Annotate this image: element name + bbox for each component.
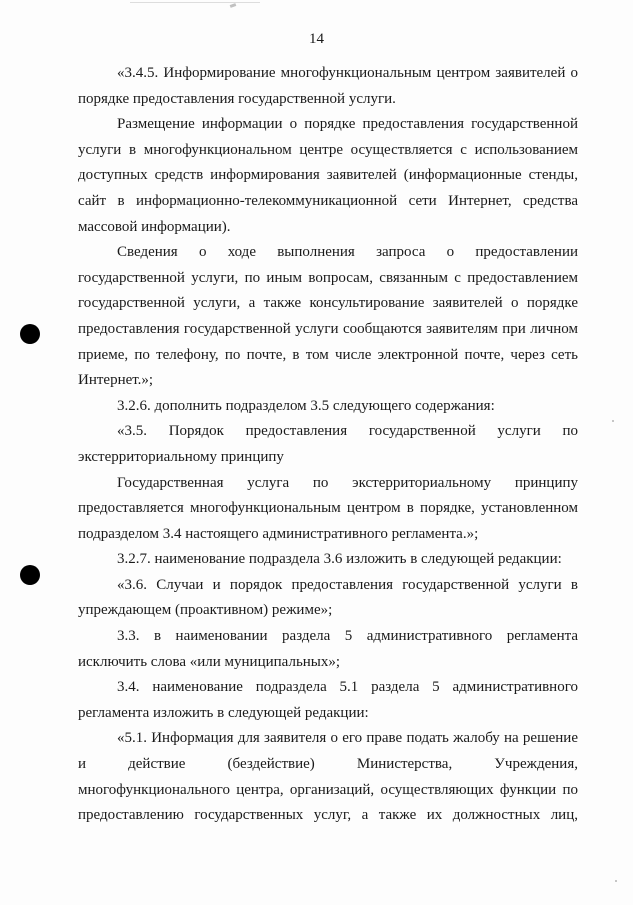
- paragraph-3-4: 3.4. наименование подраздела 5.1 раздела 5 административного регламента изложить в следующей редакции:: [78, 679, 578, 721]
- paragraph-3-3: 3.3. в наименовании раздела 5 административного регламента исключить слова «или муниципальных»;: [78, 628, 578, 670]
- scan-artifact: [130, 2, 260, 9]
- scan-speck: [612, 420, 614, 422]
- paragraph-3-2-7: 3.2.7. наименование подраздела 3.6 изложить в следующей редакции:: [117, 551, 562, 568]
- paragraph-3-4-5-heading: «3.4.5. Информирование многофункциональным центром заявителей о порядке предоставления государственной услуги.: [78, 65, 578, 107]
- paragraph-3-6-heading: «3.6. Случаи и порядок предоставления государственной услуги в упреждающем (проактивном) режиме»;: [78, 576, 578, 619]
- scan-speck: [615, 880, 617, 882]
- paragraph-extraterritorial-service: Государственная услуга по экстерриториальному принципу предоставляется многофункциональным центром в порядке, установленном подразделом 3.4 настоящего административного регламента.»;: [78, 474, 578, 542]
- page-number: 14: [309, 31, 324, 47]
- paragraph-3-5-heading: «3.5. Порядок предоставления государственной услуги по экстерриториальному принципу: [78, 423, 578, 465]
- paragraph-3-2-6: 3.2.6. дополнить подразделом 3.5 следующего содержания:: [117, 397, 495, 414]
- punch-hole-top: [20, 324, 40, 344]
- paragraph-5-1-heading: «5.1. Информация для заявителя о его праве подать жалобу на решение и действие (бездействие) Министерства, Учреждения, многофункционального центра, организаций, осуществляющих функции по предоставлению государственных услуг, а также их должностных лиц,: [78, 730, 578, 824]
- punch-hole-bottom: [20, 565, 40, 585]
- document-body: [78, 61, 578, 829]
- paragraph-request-status-info: Сведения о ходе выполнения запроса о предоставлении государственной услуги, по иным вопросам, связанным с предоставлением государственной услуги, а также консультирование заявителей о порядке предоставления государственной услуги сообщаются заявителям при личном приеме, по телефону, по почте, в том числе электронной почте, через сеть Интернет.»;: [78, 244, 578, 389]
- paragraph-placement-info: Размещение информации о порядке предоставления государственной услуги в многофункциональном центре осуществляется с использованием доступных средств информирования заявителей (информационные стенды, сайт в информационно-телекоммуникационной сети Интернет, средства массовой информации).: [78, 116, 578, 235]
